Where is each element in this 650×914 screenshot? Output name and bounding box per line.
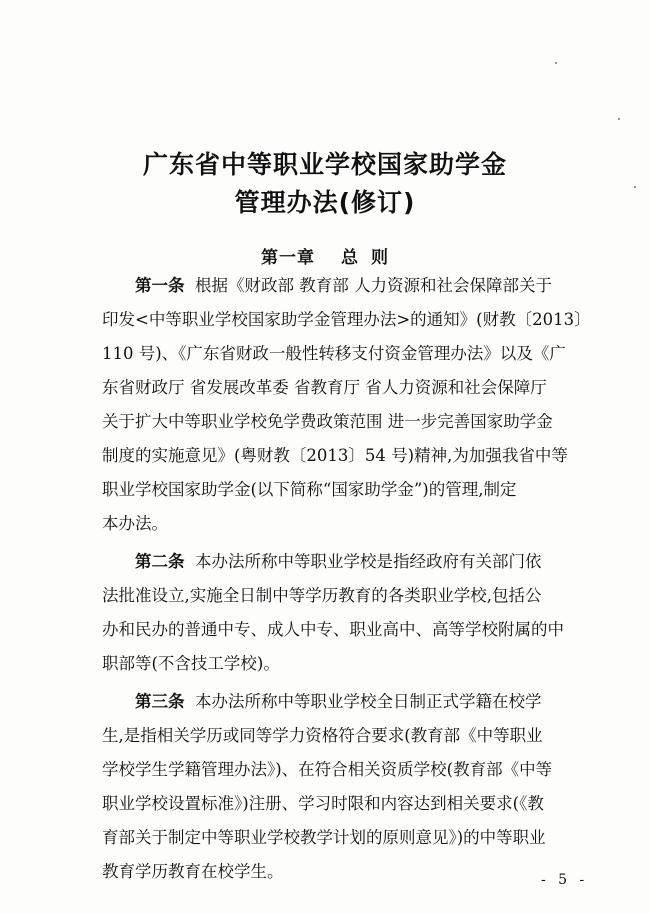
- article-3-line: 职业学校设置标准》)注册、学习时限和内容达到相关要求(《教: [102, 794, 544, 813]
- article-1-line: 职业学校国家助学金(以下简称“国家助学金”)的管理,制定: [102, 480, 517, 499]
- article-1-first-line: [135, 276, 552, 296]
- article-1-line: 本办法。: [102, 514, 168, 533]
- article-1-line: 根据《财政部 教育部 人力资源和社会保障部关于: [195, 276, 552, 295]
- page-number: - 5 -: [541, 872, 589, 888]
- document-title-line2: 管理办法(修订): [234, 188, 416, 217]
- article-1-line: 110 号)、《广东省财政一般性转移支付资金管理办法》以及《广: [102, 344, 566, 363]
- article-2-line: 本办法所称中等职业学校是指经政府有关部门依: [195, 552, 542, 571]
- article-1-line: 制度的实施意见》(粤财教〔2013〕54 号)精神,为加强我省中等: [102, 446, 568, 465]
- article-1-line: 东省财政厅 省发展改革委 省教育厅 省人力资源和社会保障厅: [102, 378, 547, 397]
- article-1-line: 关于扩大中等职业学校免学费政策范围 进一步完善国家助学金: [102, 412, 553, 431]
- article-3-line: 生,是指相关学历或同等学力资格符合要求(教育部《中等职业: [102, 726, 543, 745]
- article-2-heading: 第二条: [135, 552, 185, 571]
- article-1-heading: 第一条: [135, 276, 185, 295]
- chapter-name-part2: 则: [371, 248, 389, 268]
- article-3-line: 育部关于制定中等职业学校教学计划的原则意见》)的中等职业: [102, 828, 546, 847]
- scan-speck: [618, 118, 620, 120]
- chapter-heading: [0, 243, 650, 268]
- article-2-first-line: [135, 552, 542, 572]
- chapter-number: 第一章: [261, 248, 315, 268]
- article-3-line: 教育学历教育在校学生。: [102, 862, 284, 881]
- article-3-heading: 第三条: [135, 692, 185, 711]
- document-title-line1: 广东省中等职业学校国家助学金: [142, 150, 507, 179]
- article-2-line: 职部等(不含技工学校)。: [102, 654, 280, 673]
- article-2-line: 法批准设立,实施全日制中等学历教育的各类职业学校,包括公: [102, 586, 542, 605]
- article-1-line: 印发<中等职业学校国家助学金管理办法>的通知》(财教〔2013〕: [102, 310, 591, 329]
- article-3-line: 学校学生学籍管理办法》)、在符合相关资质学校(教育部《中等: [102, 760, 553, 779]
- article-3-first-line: [135, 692, 542, 712]
- scan-speck: [555, 62, 557, 64]
- chapter-name-part1: 总: [341, 248, 359, 268]
- article-2-line: 办和民办的普通中专、成人中专、职业高中、高等学校附属的中: [102, 620, 564, 639]
- article-3-line: 本办法所称中等职业学校全日制正式学籍在校学: [195, 692, 542, 711]
